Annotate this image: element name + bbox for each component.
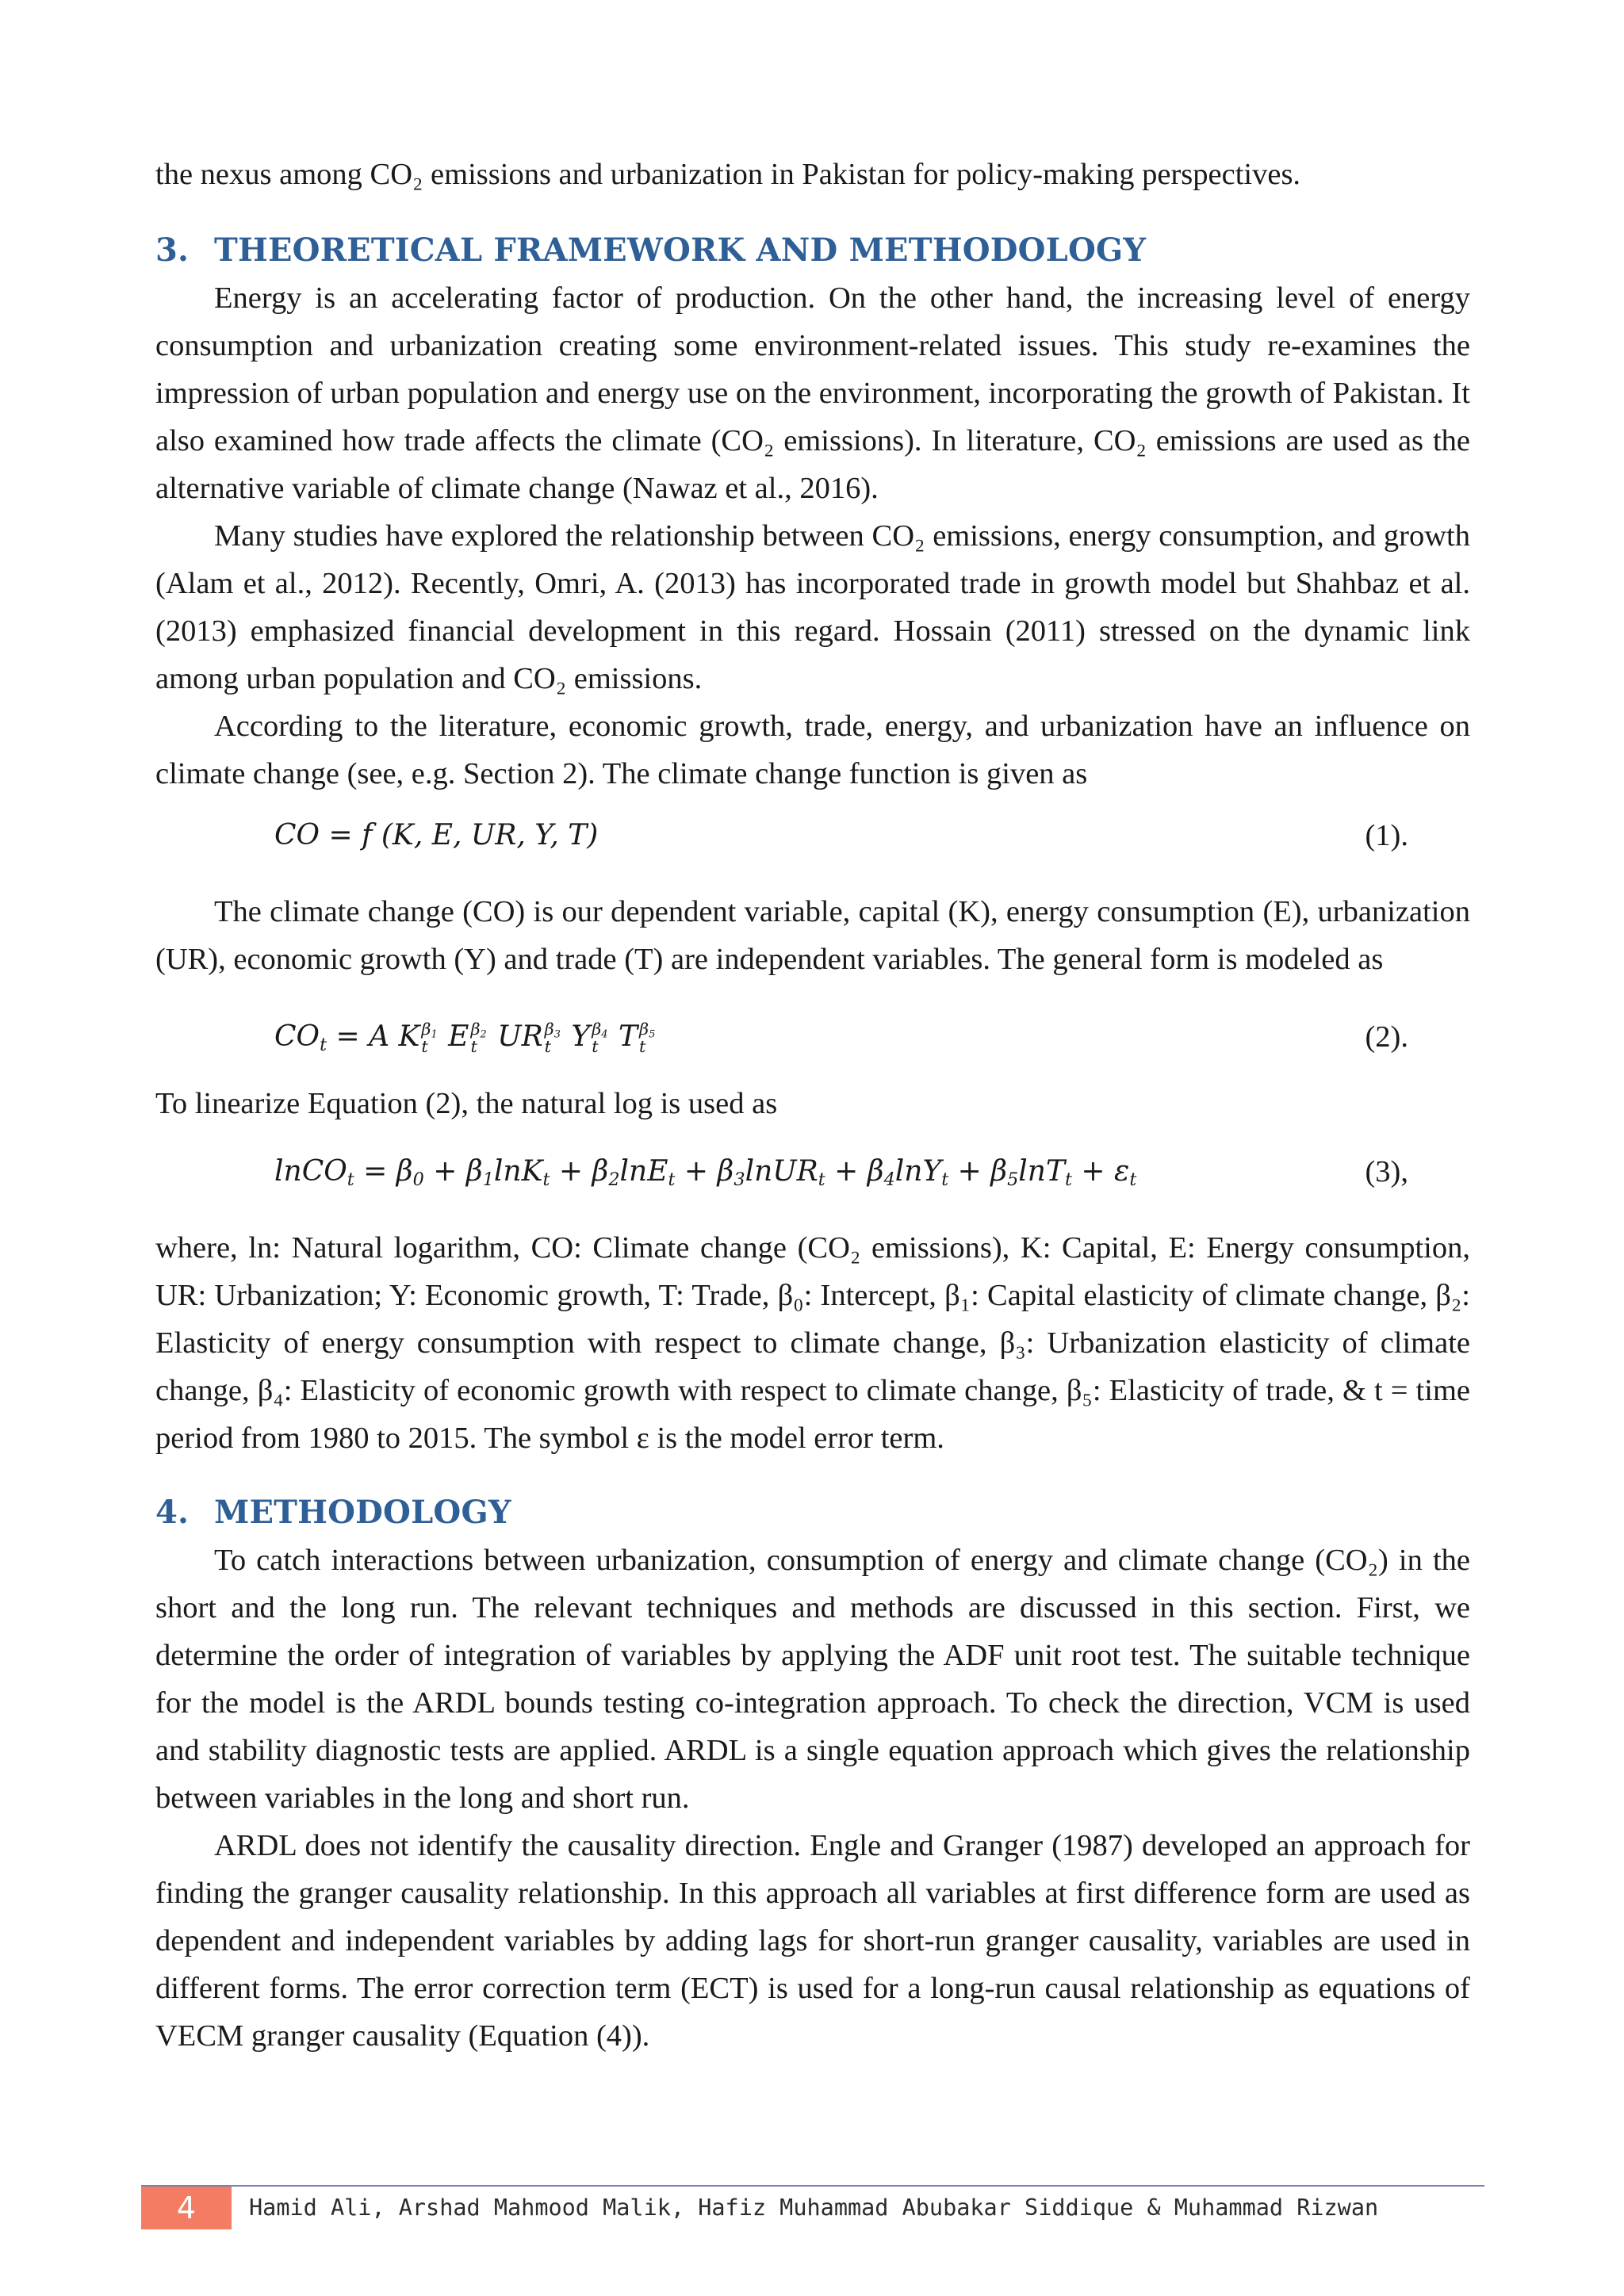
equation-1 bbox=[155, 812, 1470, 859]
equation-1-expression: CO = f (K, E, UR, Y, T) bbox=[274, 819, 599, 851]
equation-2-label: (2). bbox=[1365, 1020, 1408, 1054]
section-3-paragraph-2: Many studies have explored the relationship between CO₂ emissions, energy consumption, and growth (Alam et al., 2012). Recently, Omri, A. (2013) has incorporated trade in growth model but Shahbaz et al. (2013) emphasized financial development in this regard. Hossain (2011) stressed on the dynamic link among urban population and CO₂ emissions. bbox=[155, 519, 1470, 695]
equation-3-expression: lnCO$_t$ = $\beta_0 + \beta_1\ln K_t + \beta_2\ln E_t$ + $\beta_3lnUR_t + \beta_4\ln Y_t + \beta_5\ln T_t + \varepsilon_t$ bbox=[274, 1155, 1137, 1191]
variable-definitions: where, ln: Natural logarithm, CO: Climate change (CO₂ emissions), K: Capital, E: Energy consumption, UR: Urbanization; Y: Economic growth, T: Trade, β₀: Intercept, β₁: Capital elasticity of climate change, β₂: Elasticity of energy consumption with respect to climate change, β₃: Urbanization elasticity of climate change, β₄: Elasticity of economic growth with respect to climate change, β₅: Elasticity of trade, & t = time period from 1980 to 2015. The symbol ε is the model error term. bbox=[155, 1231, 1470, 1455]
section-3-paragraph-3: According to the literature, economic growth, trade, energy, and urbanization have an influence on climate change (see, e.g. Section 2). The climate change function is given as bbox=[155, 710, 1470, 790]
equation-3-label: (3), bbox=[1365, 1155, 1408, 1188]
section-4-paragraph-1: To catch interactions between urbanization, consumption of energy and climate change (CO₂) in the short and the long run. The relevant techniques and methods are discussed in this section. First, we determine the order of integration of variables by applying the ADF unit root test. The suitable technique for the model is the ARDL bounds testing co-integration approach. To check the direction, VCM is used and stability diagnostic tests are applied. ARDL is a single equation approach which gives the relationship between variables in the long and short run. bbox=[155, 1544, 1470, 1815]
section-3-paragraph-4: The climate change (CO) is our dependent variable, capital (K), energy consumption (E), urbanization (UR), economic growth (Y) and trade (T) are independent variables. The general form is modeled as bbox=[155, 895, 1470, 976]
equation-2-expression: $CO_t = A$ K $\beta_1$ t E $\beta_2$ t UR $\beta_3$ t Y $\beta_4$ t T $\beta_5$ t bbox=[274, 1020, 656, 1056]
page-number: 4 bbox=[141, 2187, 232, 2229]
section-4-number: 4. bbox=[155, 1494, 190, 1531]
page-body bbox=[155, 151, 1470, 2060]
section-4-heading bbox=[155, 1489, 1470, 1536]
section-3-paragraph-5: To linearize Equation (2), the natural log is used as bbox=[155, 1087, 778, 1120]
section-3-paragraph-1: Energy is an accelerating factor of production. On the other hand, the increasing level of energy consumption and urbanization creating some environment-related issues. This study re-examines the impression of urban population and energy use on the environment, incorporating the growth of Pakistan. It also examined how trade affects the climate (CO₂ emissions). In literature, CO₂ emissions are used as the alternative variable of climate change (Nawaz et al., 2016). bbox=[155, 281, 1470, 505]
section-4-paragraph-2: ARDL does not identify the causality direction. Engle and Granger (1987) developed an approach for finding the granger causality relationship. In this approach all variables at first difference form are used as dependent and independent variables by adding lags for short-run granger causality, variables are used in different forms. The error correction term (ECT) is used for a long-run causal relationship as equations of VECM granger causality (Equation (4)). bbox=[155, 1829, 1470, 2053]
equation-3 bbox=[155, 1148, 1470, 1196]
section-3-heading bbox=[155, 227, 1470, 274]
intro-line: the nexus among CO₂ emissions and urbanization in Pakistan for policy-making perspectives. bbox=[155, 158, 1301, 191]
page-footer bbox=[141, 2185, 1484, 2231]
section-3-number: 3. bbox=[155, 232, 190, 269]
section-3-title: THEORETICAL FRAMEWORK AND METHODOLOGY bbox=[214, 232, 1147, 269]
footer-authors: Hamid Ali, Arshad Mahmood Malik, Hafiz Muhammad Abubakar Siddique & Muhammad Rizwan bbox=[249, 2195, 1379, 2221]
equation-1-label: (1). bbox=[1365, 819, 1408, 852]
equation-2 bbox=[155, 1013, 1470, 1064]
section-4-title: METHODOLOGY bbox=[214, 1494, 511, 1531]
